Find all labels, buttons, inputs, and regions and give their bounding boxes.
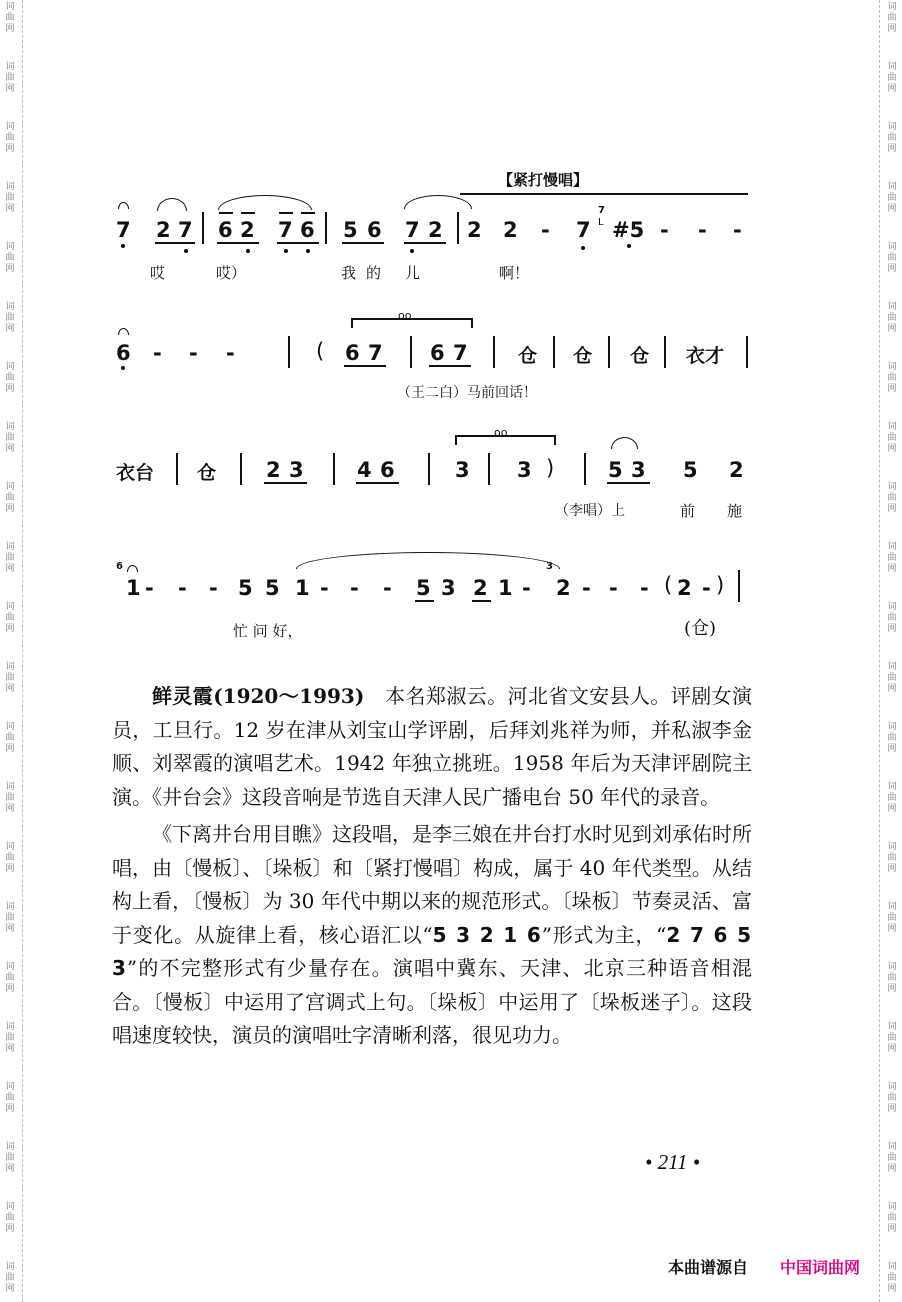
slur — [296, 552, 560, 569]
watermark-text: 词 曲 网 — [5, 2, 15, 34]
watermark-text: 词 曲 网 — [5, 962, 15, 994]
motif-notation: 2 7 6 5 3 — [112, 922, 752, 980]
dash: - — [178, 576, 187, 600]
underline — [472, 600, 491, 602]
note: 7 — [576, 218, 591, 242]
performer-name: 鲜灵霞 — [152, 684, 214, 708]
lyric: 忙 问 好， — [233, 622, 303, 640]
watermark-text: 词 曲 网 — [887, 362, 897, 394]
watermark-text: 词 曲 网 — [887, 722, 897, 754]
grace-note: 6 — [116, 561, 123, 572]
analysis-text-b: ”形式为主，“ — [541, 922, 667, 947]
watermark-text: 词 曲 网 — [887, 602, 897, 634]
note: 1 — [498, 576, 513, 600]
watermark-text: 词 曲 网 — [887, 62, 897, 94]
repeat-mark: oo — [494, 426, 508, 439]
overline — [279, 212, 293, 214]
dash: - — [320, 576, 329, 600]
note: 5 — [608, 458, 623, 482]
watermark-text: 词 曲 网 — [5, 542, 15, 574]
note: 6 — [380, 458, 395, 482]
low-dot — [121, 366, 125, 370]
bar-line — [202, 212, 204, 244]
percussion: 衣才 — [686, 345, 725, 367]
overline — [219, 212, 233, 214]
note: 2 — [729, 458, 744, 482]
performer-years: (1920～1993) — [213, 684, 365, 708]
bar-line — [410, 336, 412, 368]
grace-note: 3 — [546, 561, 553, 572]
dash: - — [733, 218, 742, 242]
slur — [218, 195, 312, 210]
note: 2 — [156, 218, 171, 242]
note: 5 — [683, 458, 698, 482]
grace-note: 7 — [598, 205, 605, 216]
watermark-text: 词 曲 网 — [5, 182, 15, 214]
lyric: 儿 — [405, 264, 421, 282]
note: 5 — [238, 576, 253, 600]
paragraph-analysis — [112, 818, 752, 1053]
underline — [429, 365, 471, 367]
watermark-text: 词 曲 网 — [887, 482, 897, 514]
low-dot — [121, 244, 125, 248]
watermark-text: 词 曲 网 — [5, 842, 15, 874]
bar-line — [240, 453, 242, 485]
lyric: 施 — [727, 502, 743, 520]
note: 5 — [265, 576, 280, 600]
watermark-text: 词 曲 网 — [5, 902, 15, 934]
note: 6 — [367, 218, 382, 242]
percussion: 仓 — [518, 345, 538, 367]
watermark-text: 词 曲 网 — [887, 1082, 897, 1114]
low-dot — [581, 246, 585, 250]
bar-line — [664, 336, 666, 368]
section-extension-line — [460, 193, 748, 195]
footer-site-name[interactable]: 中国词曲网 — [780, 1258, 861, 1277]
note: 6 — [430, 341, 445, 365]
watermark-text: 词 曲 网 — [887, 782, 897, 814]
note: 2 — [503, 218, 518, 242]
section-label: 【紧打慢唱】 — [498, 171, 589, 189]
dash: - — [640, 576, 649, 600]
bar-line — [584, 453, 586, 485]
lyric: 哎 — [150, 264, 166, 282]
analysis-text-a: 《下离井台用目瞧》这段唱，是李三娘在井台打水时见到刘承佑时所唱，由〔慢板〕、〔垛板〕和〔紧打慢唱〕构成，属于 40 年代类型。从结构上看，〔慢板〕为 30 年代中期以来的规范形式。〔垛板〕节奏灵活、富于变化。从旋律上看，核心语汇以“ — [112, 822, 752, 947]
note: 5 — [416, 576, 431, 600]
repeat-bracket-end — [455, 435, 457, 445]
watermark-text: 词 曲 网 — [5, 362, 15, 394]
watermark-text: 词 曲 网 — [5, 1022, 15, 1054]
lyric: 的 — [366, 264, 382, 282]
note: 2 — [556, 576, 571, 600]
close-paren: ) — [716, 573, 725, 597]
watermark-text: 词 曲 网 — [5, 662, 15, 694]
watermark-text: 词 曲 网 — [5, 122, 15, 154]
dash: - — [522, 576, 531, 600]
watermark-text: 词 曲 网 — [5, 1262, 15, 1294]
dash: - — [209, 576, 218, 600]
watermark-text: 词 曲 网 — [5, 1202, 15, 1234]
low-dot — [627, 244, 631, 248]
note: 6 — [116, 341, 131, 365]
underline — [356, 482, 399, 484]
watermark-text: 词 曲 网 — [5, 62, 15, 94]
analysis-text-c: ”的不完整形式有少量存在。演唱中冀东、天津、北京三种语音相混合。〔慢板〕中运用了宫调式上句。〔垛板〕中运用了〔垛板迷子〕。这段唱速度较快，演员的演唱吐字清晰利落，很见功力。 — [112, 956, 752, 1047]
bar-line — [746, 336, 748, 368]
watermark-text: 词 曲 网 — [887, 1202, 897, 1234]
underline — [155, 242, 195, 244]
note: 6 — [218, 218, 233, 242]
watermark-text: 词 曲 网 — [887, 1142, 897, 1174]
note: 5 — [343, 218, 358, 242]
overline — [241, 212, 255, 214]
dash: - — [609, 576, 618, 600]
note: 7 — [368, 341, 383, 365]
repeat-bracket-end — [351, 318, 353, 328]
article-body — [112, 680, 752, 1053]
underline — [404, 242, 446, 244]
dash: - — [383, 576, 392, 600]
percussion: 仓 — [197, 462, 217, 484]
note: 3 — [517, 458, 532, 482]
note: 3 — [455, 458, 470, 482]
watermark-text: 词 曲 网 — [887, 902, 897, 934]
close-paren: ) — [546, 456, 555, 480]
watermark-text: 词 曲 网 — [887, 842, 897, 874]
biography-text: 本名郑淑云。河北省文安县人。评剧女演员，工旦行。12 岁在津从刘宝山学评剧，后拜刘兆祥为师，并私淑李金顺、刘翠霞的演唱艺术。1942 年独立挑班。1958 年后为天津评剧院主演。《井台会》这段音响是节选自天津人民广播电台 50 年代的录音。 — [112, 684, 753, 809]
percussion-text: 仓 — [691, 618, 710, 639]
grace-hook: L — [598, 217, 604, 228]
lyric: 前 — [680, 502, 696, 520]
note: 6 — [300, 218, 315, 242]
lyric: 我 — [341, 264, 357, 282]
fermata-mark — [118, 202, 129, 209]
note: 3 — [289, 458, 304, 482]
watermark-text: 词 曲 网 — [5, 242, 15, 274]
watermark-text: 词 曲 网 — [887, 1022, 897, 1054]
underline — [415, 600, 434, 602]
watermark-text: 词 曲 网 — [887, 662, 897, 694]
bar-line — [288, 336, 290, 368]
bar-line — [493, 336, 495, 368]
note: 2 — [473, 576, 488, 600]
bar-line — [428, 453, 430, 485]
note: 7 — [178, 218, 193, 242]
bar-line — [488, 453, 490, 485]
dash: - — [153, 341, 162, 365]
note: 2 — [240, 218, 255, 242]
watermark-text: 词 曲 网 — [5, 1082, 15, 1114]
repeat-bracket-end — [471, 318, 473, 328]
bar-line — [176, 453, 178, 485]
watermark-text: 词 曲 网 — [5, 602, 15, 634]
dash: - — [145, 576, 154, 600]
watermark-text: 词 曲 网 — [5, 782, 15, 814]
underline — [277, 242, 319, 244]
note: 7 — [278, 218, 293, 242]
watermark-text: 词 曲 网 — [5, 1142, 15, 1174]
watermark-text: 词 曲 网 — [887, 422, 897, 454]
paragraph-biography — [112, 680, 752, 814]
underline — [344, 365, 386, 367]
fermata-mark — [118, 328, 129, 335]
low-dot — [184, 249, 188, 253]
dash: - — [541, 218, 550, 242]
note: 2 — [677, 576, 692, 600]
slur — [611, 437, 638, 449]
note: 3 — [631, 458, 646, 482]
bar-line — [457, 212, 459, 244]
note: 2 — [467, 218, 482, 242]
watermark-text: 词 曲 网 — [887, 2, 897, 34]
watermark-text: 词 曲 网 — [887, 962, 897, 994]
note: 2 — [266, 458, 281, 482]
dash: - — [350, 576, 359, 600]
overline — [301, 212, 315, 214]
open-paren: ( — [664, 573, 673, 597]
underline — [264, 482, 307, 484]
low-dot — [410, 249, 414, 253]
watermark-text: 词 曲 网 — [887, 122, 897, 154]
watermark-text: 词 曲 网 — [887, 302, 897, 334]
note: 4 — [357, 458, 372, 482]
note: #5 — [612, 218, 645, 242]
bracketed-percussion: (仓) — [684, 618, 717, 639]
slur — [404, 195, 472, 209]
note: 1 — [295, 576, 310, 600]
dash: - — [226, 341, 235, 365]
repeat-mark: oo — [398, 309, 412, 322]
watermark-text: 词 曲 网 — [887, 1262, 897, 1294]
lyric: 啊！ — [499, 264, 530, 282]
dash: - — [660, 218, 669, 242]
bar-line — [738, 570, 740, 602]
watermark-text: 词 曲 网 — [5, 722, 15, 754]
bar-line — [325, 212, 327, 244]
watermark-text: 词 曲 网 — [5, 302, 15, 334]
note: 7 — [405, 218, 420, 242]
watermark-text: 词 曲 网 — [5, 482, 15, 514]
dash: - — [582, 576, 591, 600]
dash: - — [698, 218, 707, 242]
repeat-bracket — [351, 318, 472, 320]
dash: - — [702, 576, 711, 600]
motif-notation: 5 3 2 1 6 — [432, 922, 542, 947]
low-dot — [246, 249, 250, 253]
low-dot — [306, 249, 310, 253]
watermark-text: 词 曲 网 — [887, 182, 897, 214]
note: 1 — [126, 576, 141, 600]
bar-line — [608, 336, 610, 368]
lyric: 哎） — [216, 264, 247, 282]
percussion: 仓 — [630, 345, 650, 367]
watermark-text: 词 曲 网 — [887, 542, 897, 574]
note: 3 — [441, 576, 456, 600]
dash: - — [189, 341, 198, 365]
note: 7 — [453, 341, 468, 365]
note: 6 — [345, 341, 360, 365]
bar-line — [333, 453, 335, 485]
watermark-text: 词 曲 网 — [5, 422, 15, 454]
percussion: 衣台 — [116, 462, 155, 484]
underline — [217, 242, 259, 244]
watermark-text: 词 曲 网 — [887, 242, 897, 274]
bar-line — [553, 336, 555, 368]
page-number: • 211 • — [645, 1150, 701, 1174]
speech-line: （王二白）马前回话！ — [397, 385, 537, 401]
footer-source-label: 本曲谱源自 — [668, 1258, 749, 1277]
slur — [157, 198, 187, 211]
repeat-bracket-end — [554, 435, 556, 445]
singer-cue: （李唱）上 — [555, 503, 625, 519]
underline — [607, 482, 650, 484]
fermata-mark — [127, 565, 138, 572]
note: 7 — [116, 218, 131, 242]
note: 2 — [428, 218, 443, 242]
underline — [342, 242, 384, 244]
open-paren: ( — [316, 339, 325, 363]
percussion: 仓 — [573, 345, 593, 367]
low-dot — [284, 249, 288, 253]
